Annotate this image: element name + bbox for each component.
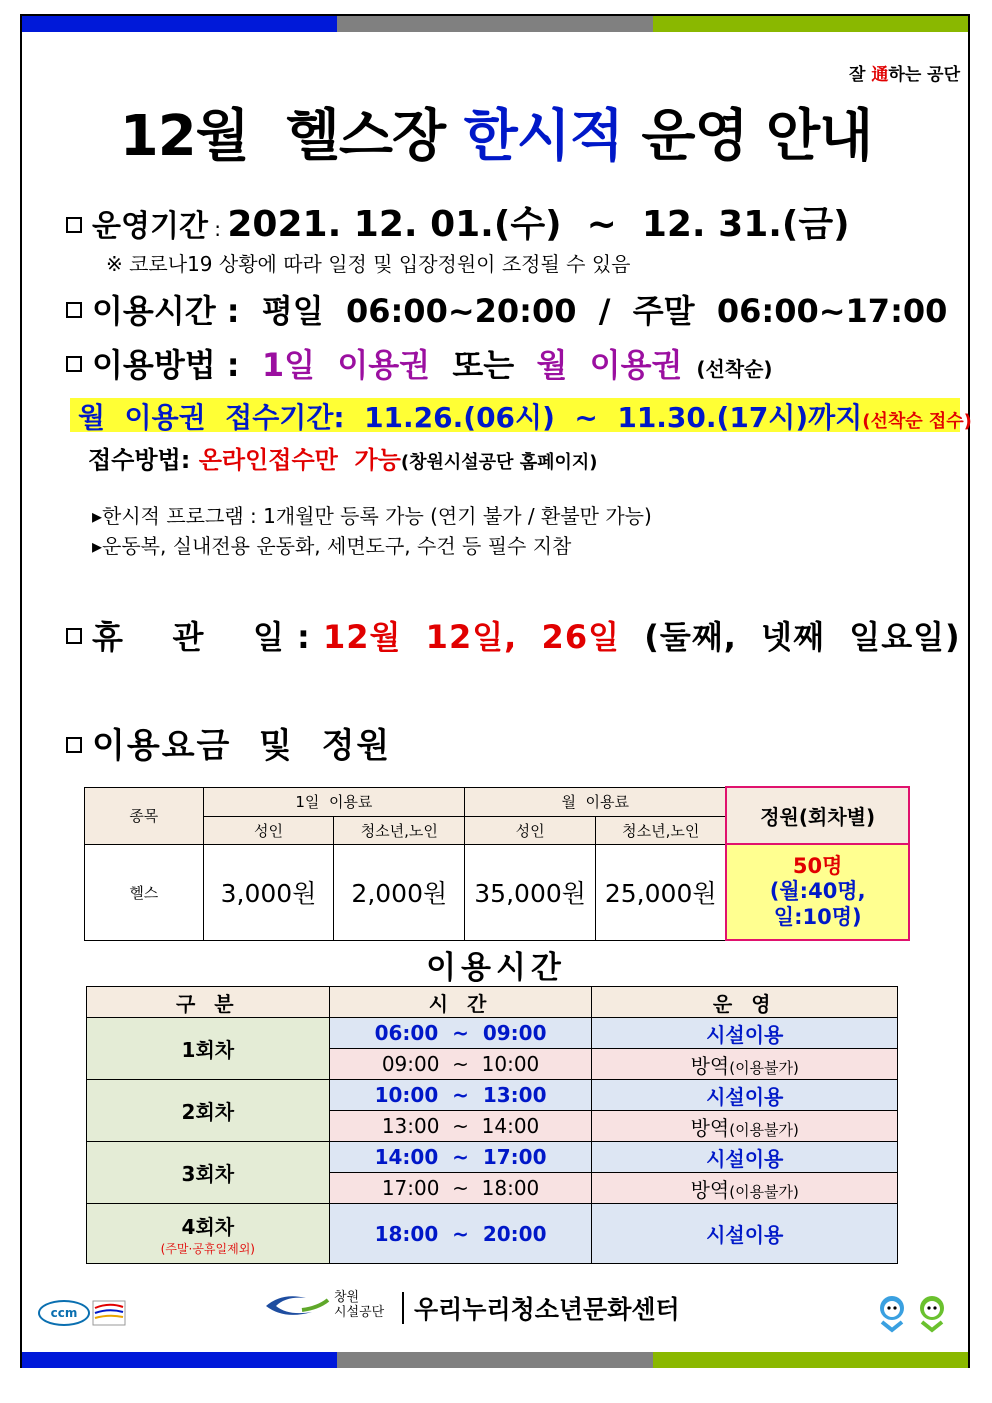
hours-line: 이용시간 : 평일 06:00~20:00 / 주말 06:00~17:00 [66, 286, 947, 332]
logo-divider [402, 1292, 404, 1324]
round-cell: 2회차 [87, 1080, 330, 1142]
col-round-header: 구 분 [87, 987, 330, 1018]
col-month-header: 월 이용료 [465, 787, 727, 816]
registration-method-line: 접수방법: 온라인접수만 가능(창원시설공단 홈페이지) [88, 446, 598, 474]
center-name: 우리누리청소년문화센터 [414, 1295, 680, 1324]
row-item-cell: 헬스 [85, 844, 204, 940]
time-cell: 09:00 ~ 10:00 [329, 1049, 592, 1080]
col-operation-header: 운 영 [592, 987, 898, 1018]
col-adult-header: 성인 [465, 816, 596, 844]
time-cell: 06:00 ~ 09:00 [329, 1018, 592, 1049]
checkbox-bullet-icon [66, 217, 82, 233]
col-time-header: 시 간 [329, 987, 592, 1018]
method-line: 이용방법 : 1일 이용권 또는 월 이용권 (선착순) [66, 340, 773, 386]
bullet-item: ▸운동복, 실내전용 운동화, 세면도구, 수건 등 필수 지참 [92, 534, 572, 558]
col-day-header: 1일 이용료 [203, 787, 465, 816]
fees-heading: 이용요금 및 정원 [66, 718, 391, 767]
ccm-logo: ccm [38, 1300, 90, 1326]
period-line: 운영기간 : 2021. 12. 01.(수) ~ 12. 31.(금) [66, 196, 850, 247]
checkbox-bullet-icon [66, 737, 82, 753]
slogan: 잘 通하는 공단 [849, 65, 960, 85]
time-cell: 10:00 ~ 13:00 [329, 1080, 592, 1111]
closed-days-line: 휴 관 일 : 12월 12일, 26일 (둘째, 넷째 일요일) [66, 612, 961, 658]
fee-table [84, 786, 910, 941]
operation-cell: 시설이용 [592, 1018, 898, 1049]
time-cell: 18:00 ~ 20:00 [329, 1204, 592, 1264]
time-cell: 17:00 ~ 18:00 [329, 1173, 592, 1204]
time-cell: 13:00 ~ 14:00 [329, 1111, 592, 1142]
page-title: 12월 헬스장 한시적 운영 안내 [119, 104, 873, 169]
capacity-cell: 50명 (월:40명, 일:10명) [726, 844, 909, 940]
time-cell: 14:00 ~ 17:00 [329, 1142, 592, 1173]
organization-swoosh-icon [262, 1288, 332, 1322]
operation-cell: 방역(이용불가) [592, 1049, 898, 1080]
organization-name: 창원 시설공단 [334, 1290, 385, 1320]
day-youth-price: 2,000원 [334, 844, 465, 940]
col-youth-header: 청소년,노인 [596, 816, 727, 844]
checkbox-bullet-icon [66, 302, 82, 318]
col-youth-header: 청소년,노인 [334, 816, 465, 844]
day-adult-price: 3,000원 [203, 844, 334, 940]
bottom-color-stripe [22, 1352, 968, 1368]
round-cell: 3회차 [87, 1142, 330, 1204]
checkbox-bullet-icon [66, 356, 82, 372]
operation-cell: 시설이용 [592, 1080, 898, 1111]
operation-cell: 시설이용 [592, 1142, 898, 1173]
mascot-icon [870, 1292, 956, 1334]
col-adult-header: 성인 [203, 816, 334, 844]
certification-flag-logo [92, 1300, 126, 1326]
organization-logo [262, 1288, 722, 1328]
col-capacity-header: 정원(회차별) [726, 787, 909, 844]
monthly-registration-line: 월 이용권 접수기간: 11.26.(06시) ~ 11.30.(17시)까지(선착순 접수) [78, 401, 972, 434]
month-adult-price: 35,000원 [465, 844, 596, 940]
operation-cell: 시설이용 [592, 1204, 898, 1264]
round-cell: 4회차 (주말·공휴일제외) [87, 1204, 330, 1264]
period-note: ※ 코로나19 상황에 따라 일정 및 입장정원이 조정될 수 있음 [106, 252, 631, 276]
checkbox-bullet-icon [66, 628, 82, 644]
schedule-table [86, 986, 898, 1264]
round-cell: 1회차 [87, 1018, 330, 1080]
schedule-title: 이용시간 [426, 950, 566, 986]
operation-cell: 방역(이용불가) [592, 1111, 898, 1142]
month-youth-price: 25,000원 [596, 844, 727, 940]
col-item-header: 종목 [85, 787, 204, 844]
bullet-item: ▸한시적 프로그램 : 1개월만 등록 가능 (연기 불가 / 환불만 가능) [92, 504, 652, 528]
operation-cell: 방역(이용불가) [592, 1173, 898, 1204]
